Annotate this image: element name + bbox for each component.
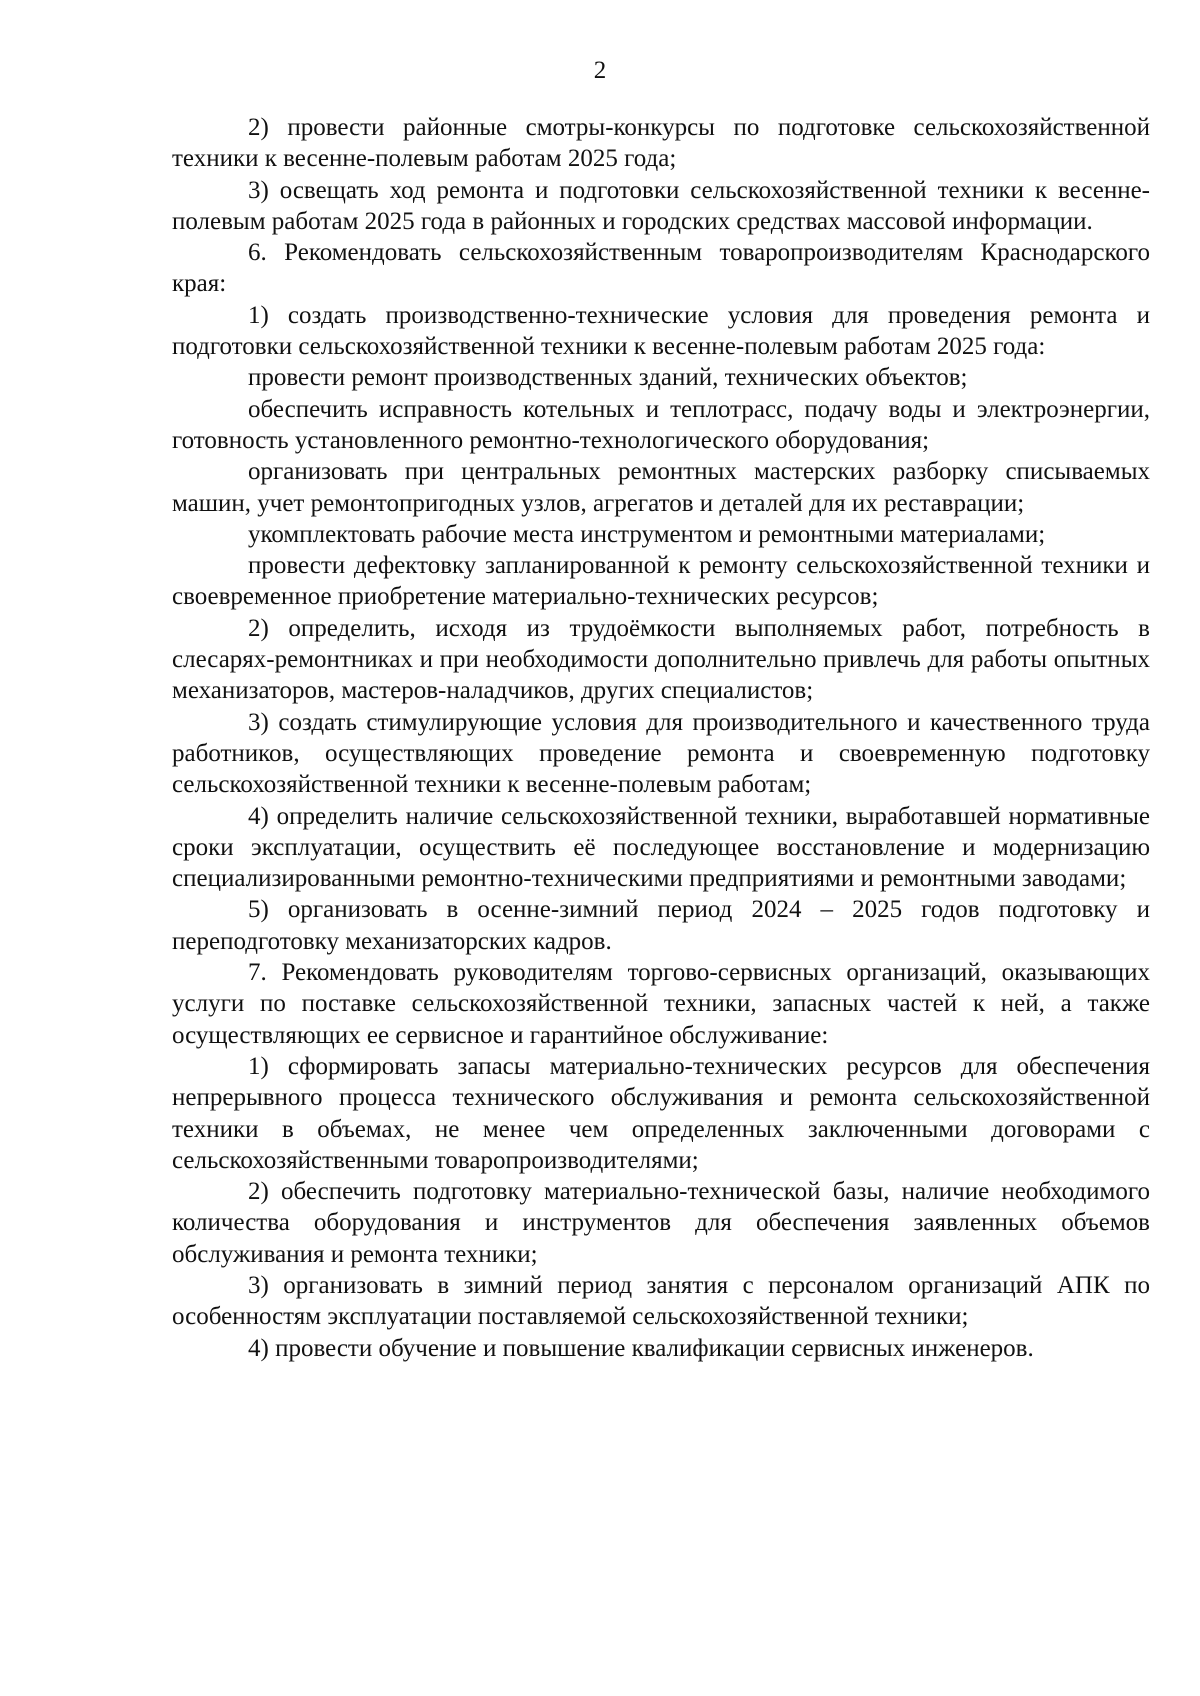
paragraph: провести дефектовку запланированной к ремонту сельскохозяйственной техники и своевременное приобретение материально-технических ресурсов; [172,552,1150,611]
paragraph: 3) создать стимулирующие условия для производительного и качественного труда работников, осуществляющих проведение ремонта и своевременную подготовку сельскохозяйственной техники к весенне-полевым работам; [172,708,1150,799]
paragraph: 2) провести районные смотры-конкурсы по подготовке сельскохозяйственной техники к весенне-полевым работам 2025 года; [172,114,1150,173]
paragraph: 7. Рекомендовать руководителям торгово-сервисных организаций, оказывающих услуги по поставке сельскохозяйственной техники, запасных частей к ней, а также осуществляющих ее сервисное и гарантийное обслуживание: [172,959,1150,1049]
paragraph: 2) обеспечить подготовку материально-технической базы, наличие необходимого количества оборудования и инструментов для обеспечения заявленных объемов обслуживания и ремонта техники; [172,1178,1150,1268]
paragraph: обеспечить исправность котельных и теплотрасс, подачу воды и электроэнергии, готовность установленного ремонтно-технологического оборудования; [172,395,1150,454]
paragraph: 4) определить наличие сельскохозяйственной техники, выработавшей нормативные сроки эксплуатации, осуществить её последующее восстановление и модернизацию специализированными ремонтно-техническими предприятиями и ремонтными заводами; [172,802,1150,893]
paragraph: провести ремонт производственных зданий, технических объектов; [248,364,968,392]
paragraph: 6. Рекомендовать сельскохозяйственным товаропроизводителям Краснодарского края: [172,239,1150,298]
paragraph: организовать при центральных ремонтных мастерских разборку списываемых машин, учет ремонтопригодных узлов, агрегатов и деталей для их реставрации; [172,458,1150,517]
page-number: 2 [593,57,607,84]
paragraph: 4) провести обучение и повышение квалификации сервисных инженеров. [248,1334,1034,1362]
paragraph: 3) организовать в зимний период занятия с персоналом организаций АПК по особенностям эксплуатации поставляемой сельскохозяйственной техники; [172,1271,1150,1331]
paragraph: 1) сформировать запасы материально-технических ресурсов для обеспечения непрерывного процесса технического обслуживания и ремонта сельскохозяйственной техники в объемах, не менее чем определенных заключенными договорами с сельскохозяйственными товаропроизводителями; [172,1052,1150,1174]
paragraph: 2) определить, исходя из трудоёмкости выполняемых работ, потребность в слесарях-ремонтниках и при необходимости дополнительно привлечь для работы опытных механизаторов, мастеров-наладчиков, других специалистов; [172,614,1150,705]
document-body [172,112,1150,1364]
paragraph: 5) организовать в осенне-зимний период 2024 – 2025 годов подготовку и переподготовку механизаторских кадров. [172,896,1150,955]
paragraph: 3) освещать ход ремонта и подготовки сельскохозяйственной техники к весенне-полевым работам 2025 года в районных и городских средствах массовой информации. [172,176,1150,235]
paragraph: укомплектовать рабочие места инструментом и ремонтными материалами; [248,520,1046,548]
paragraph: 1) создать производственно-технические условия для проведения ремонта и подготовки сельскохозяйственной техники к весенне-полевым работам 2025 года: [172,301,1150,361]
